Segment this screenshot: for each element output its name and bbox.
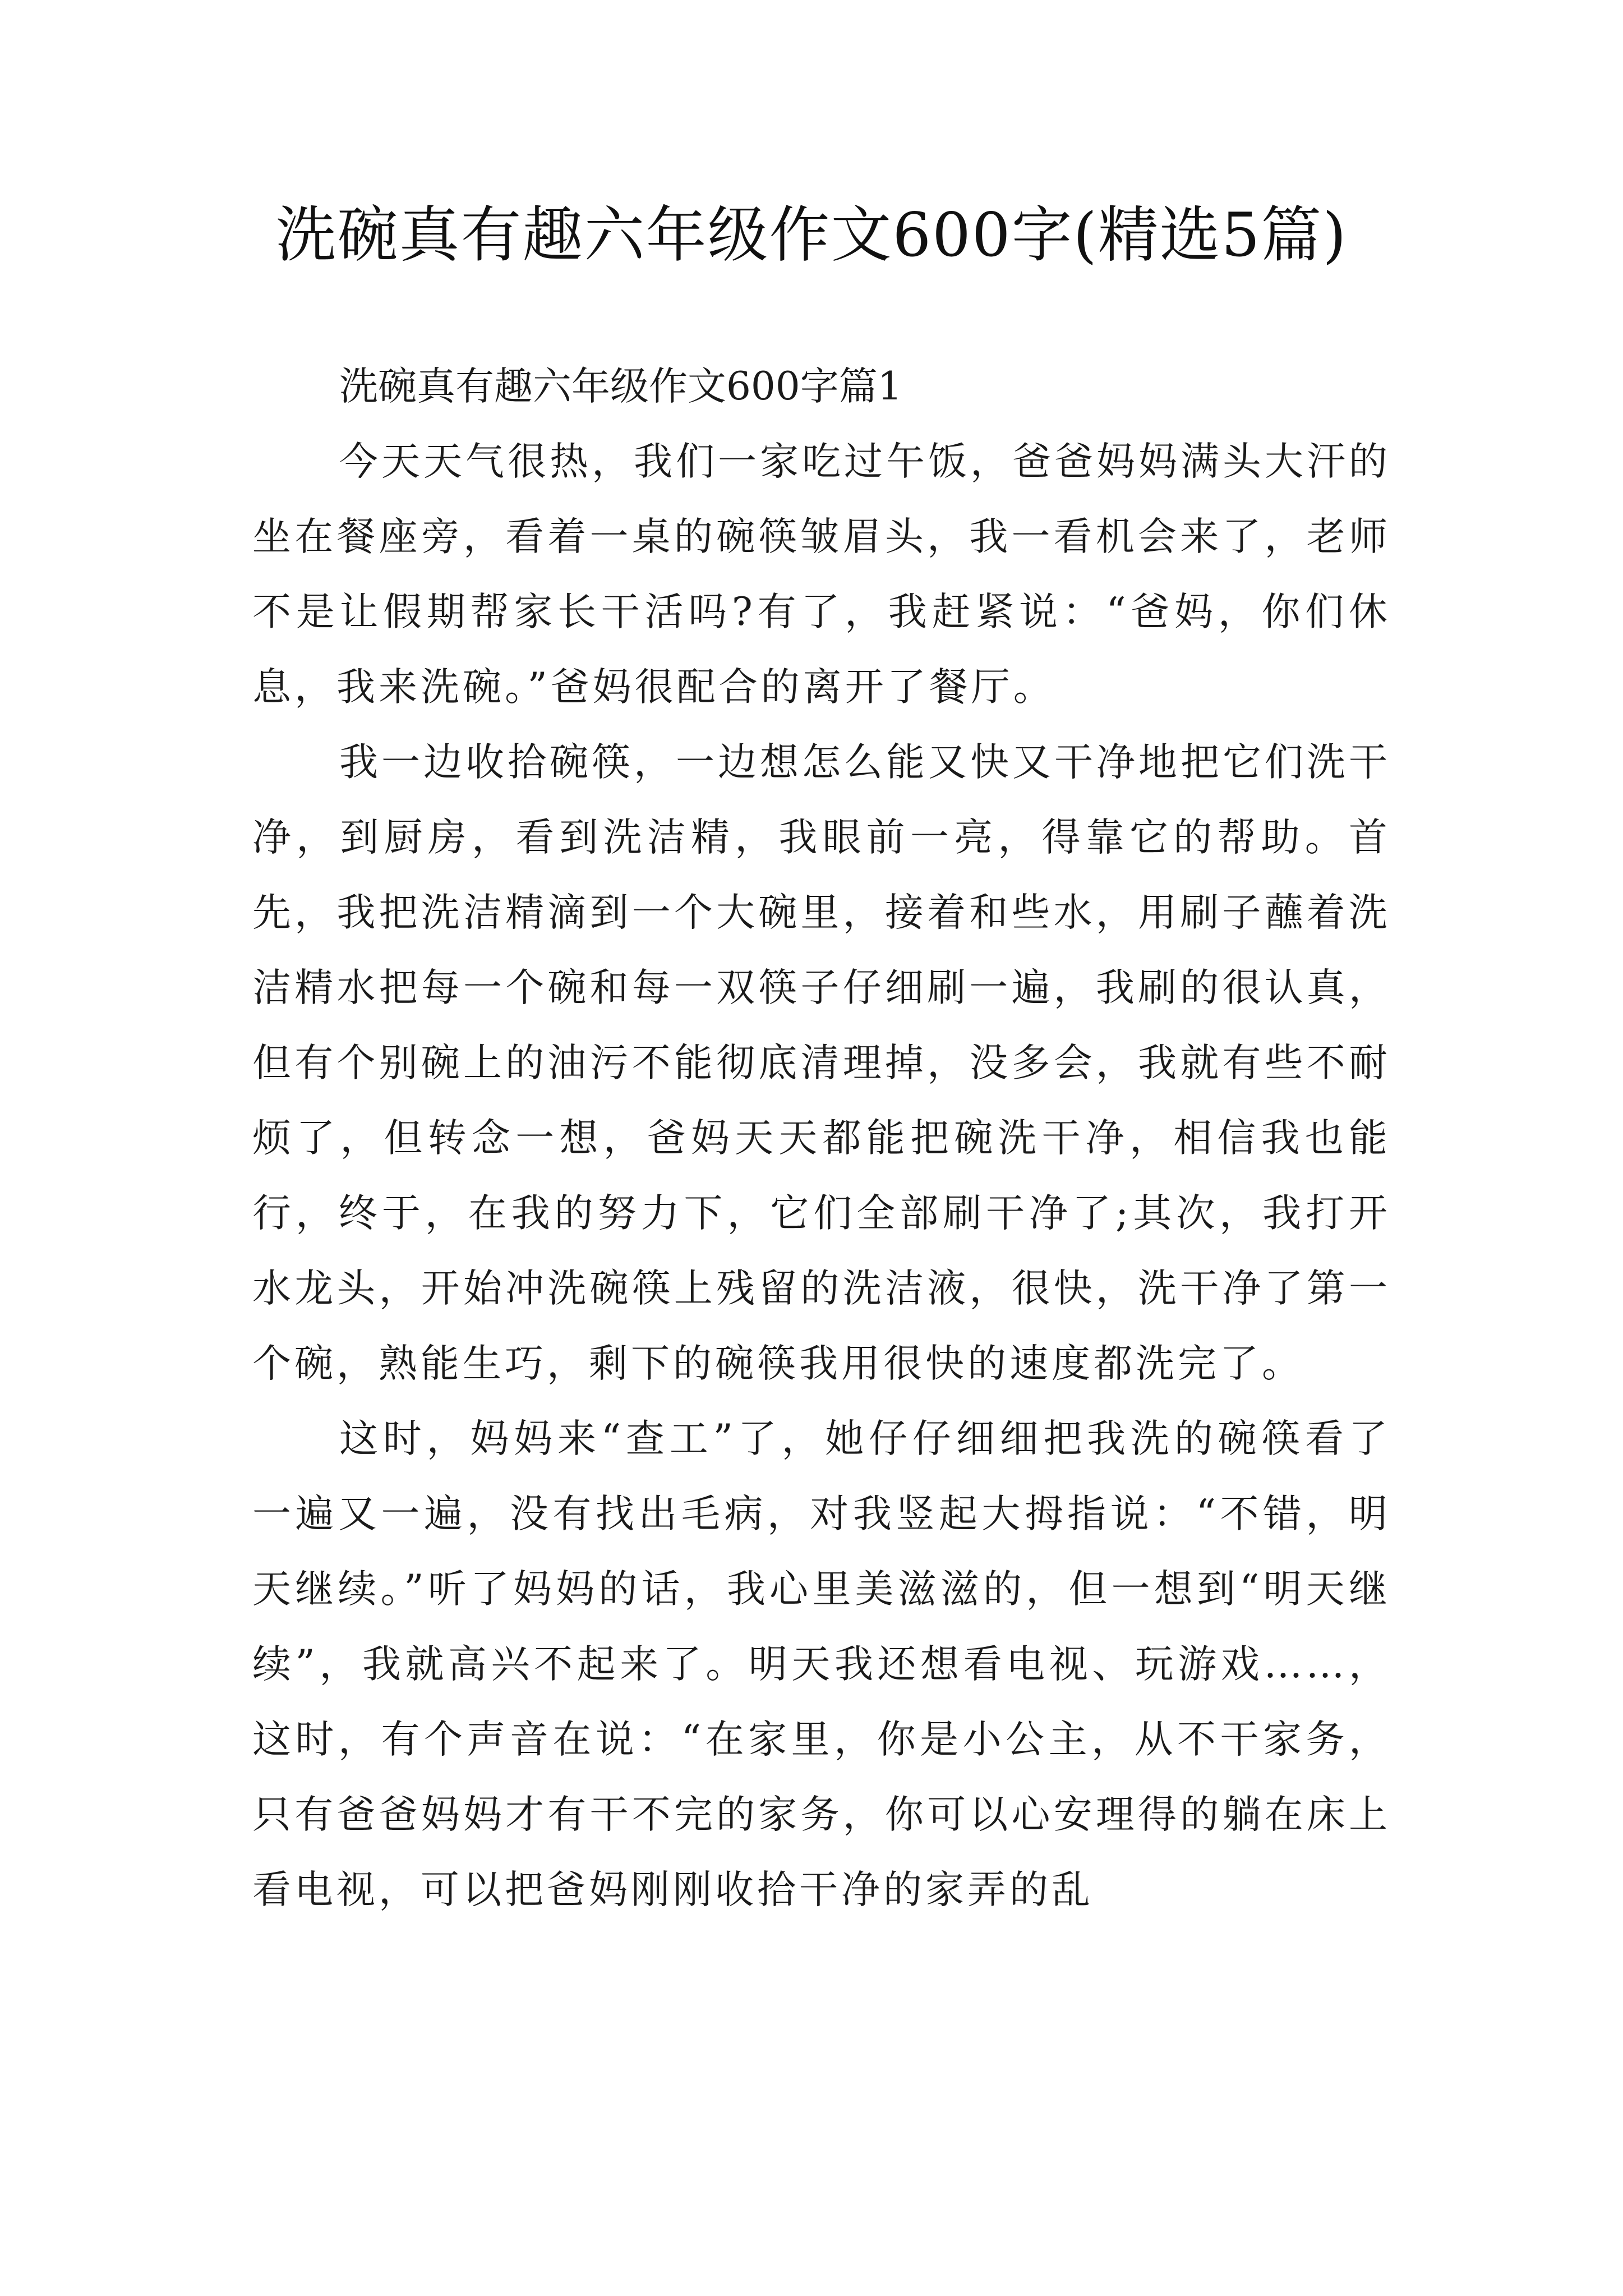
paragraph-3: 这时，妈妈来“查工”了，她仔仔细细把我洗的碗筷看了一遍又一遍，没有找出毛病，对我竖起大拇指说：“不错，明天继续。”听了妈妈的话，我心里美滋滋的，但一想到“明天继续”，我就高兴不起来了。明天我还想看电视、玩游戏……，这时，有个声音在说：“在家里，你是小公主，从不干家务，只有爸爸妈妈才有干不完的家务，你可以心安理得的躺在床上看电视，可以把爸妈刚刚收拾干净的家弄的乱 <box>252 1416 1391 1912</box>
section-heading: 洗碗真有趣六年级作文600字篇1 <box>339 364 902 409</box>
paragraph-1: 今天天气很热，我们一家吃过午饭，爸爸妈妈满头大汗的坐在餐座旁，看着一桌的碗筷皱眉头，我一看机会来了，老师不是让假期帮家长干活吗?有了，我赶紧说：“爸妈，你们休息，我来洗碗。”爸妈很配合的离开了餐厅。 <box>252 439 1391 710</box>
document-title: 洗碗真有趣六年级作文600字(精选5篇) <box>275 200 1348 270</box>
document-body <box>252 349 1391 1927</box>
paragraph-2: 我一边收拾碗筷，一边想怎么能又快又干净地把它们洗干净，到厨房，看到洗洁精，我眼前一亮，得靠它的帮助。首先，我把洗洁精滴到一个大碗里，接着和些水，用刷子蘸着洗洁精水把每一个碗和每一双筷子仔细刷一遍，我刷的很认真，但有个别碗上的油污不能彻底清理掉，没多会，我就有些不耐烦了，但转念一想，爸妈天天都能把碗洗干净，相信我也能行，终于，在我的努力下，它们全部刷干净了;其次，我打开水龙头，开始冲洗碗筷上残留的洗洁液，很快，洗干净了第一个碗，熟能生巧，剩下的碗筷我用很快的速度都洗完了。 <box>252 740 1391 1386</box>
